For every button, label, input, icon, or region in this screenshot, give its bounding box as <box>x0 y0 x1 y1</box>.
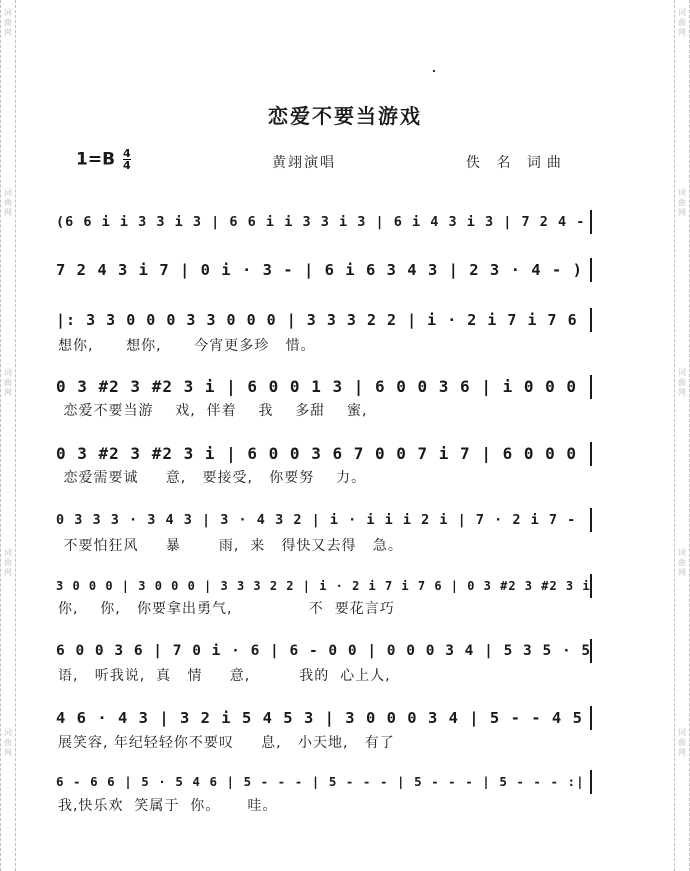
watermark-text: 词曲网 <box>678 548 686 577</box>
notation-row: 4 6 · 4 3 | 3 2 i 5 4 5 3 | 3 0 0 0 3 4 | 5 - - 4 5 <box>56 706 592 730</box>
singer-credit: 黄翊演唱 <box>272 155 336 171</box>
speck <box>433 70 435 72</box>
lyrics-row: 展笑容, 年纪轻轻你不要叹 息, 小天地, 有了 <box>58 735 395 751</box>
lyrics-row: 想你, 想你, 今宵更多珍 惜。 <box>58 338 316 354</box>
key-signature <box>76 148 131 171</box>
meter-top: 4 <box>122 147 131 160</box>
lyrics-row: 恋爱不要当游 戏, 伴着 我 多甜 蜜, <box>58 403 368 419</box>
watermark-text: 词曲网 <box>678 728 686 757</box>
notation-row: 6 0 0 3 6 | 7 0 i · 6 | 6 - 0 0 | 0 0 0 3 4 | 5 3 5 · 5 <box>56 639 592 663</box>
author-credit: 佚 名 词曲 <box>466 155 567 171</box>
lyrics-row: 恋爱需要诚 意, 要接受, 你要努 力。 <box>58 470 367 486</box>
notation-row: 0 3 #2 3 #2 3 i | 6 0 0 3 6 7 0 0 7 i 7 | 6 0 0 0 <box>56 442 592 466</box>
song-title: 恋爱不要当游戏 <box>268 104 422 128</box>
notation-row: 6 - 6 6 | 5 · 5 4 6 | 5 - - - | 5 - - - | 5 - - - | 5 - - - :| <box>56 770 592 794</box>
lyrics-row: 不要怕狂风 暴 雨, 来 得快又去得 急。 <box>58 538 403 554</box>
watermark-text: 词曲网 <box>678 188 686 217</box>
notation-row: 3 0 0 0 | 3 0 0 0 | 3 3 3 2 2 | i · 2 i 7 i 7 6 | 0 3 #2 3 #2 3 i <box>56 574 592 598</box>
lyrics-row <box>58 282 588 302</box>
lyrics-row: 你, 你, 你要拿出勇气, 不 要花言巧 <box>58 601 395 617</box>
watermark-text: 词曲网 <box>678 368 686 397</box>
watermark-text: 词曲网 <box>4 548 12 577</box>
lyrics-row: 我,快乐欢 笑属于 你。 哇。 <box>58 798 278 814</box>
watermark-text: 词曲网 <box>4 368 12 397</box>
lyrics-row: 语, 听我说, 真 情 意, 我的 心上人, <box>58 668 391 684</box>
watermark-text: 词曲网 <box>678 8 686 37</box>
notation-row: 7 2 4 3 i 7 | 0 i · 3 - | 6 i 6 3 4 3 | 2 3 · 4 - ) <box>56 258 592 282</box>
time-signature <box>123 148 131 171</box>
notation-row: 0 3 3 3 · 3 4 3 | 3 · 4 3 2 | i · i i i 2 i | 7 · 2 i 7 - <box>56 508 592 532</box>
key-text: 1=B <box>76 149 116 170</box>
lyrics-row <box>58 234 588 254</box>
notation-row: 0 3 #2 3 #2 3 i | 6 0 0 1 3 | 6 0 0 3 6 | i 0 0 0 <box>56 375 592 399</box>
notation-row: (6 6 i i 3 3 i 3 | 6 6 i i 3 3 i 3 | 6 i 4 3 i 3 | 7 2 4 - <box>56 210 592 234</box>
watermark-text: 词曲网 <box>4 728 12 757</box>
watermark-text: 词曲网 <box>4 8 12 37</box>
watermark-text: 词曲网 <box>4 188 12 217</box>
meter-bottom: 4 <box>122 159 131 172</box>
notation-row: |: 3 3 0 0 0 3 3 0 0 0 | 3 3 3 2 2 | i · 2 i 7 i 7 6 <box>56 308 592 332</box>
